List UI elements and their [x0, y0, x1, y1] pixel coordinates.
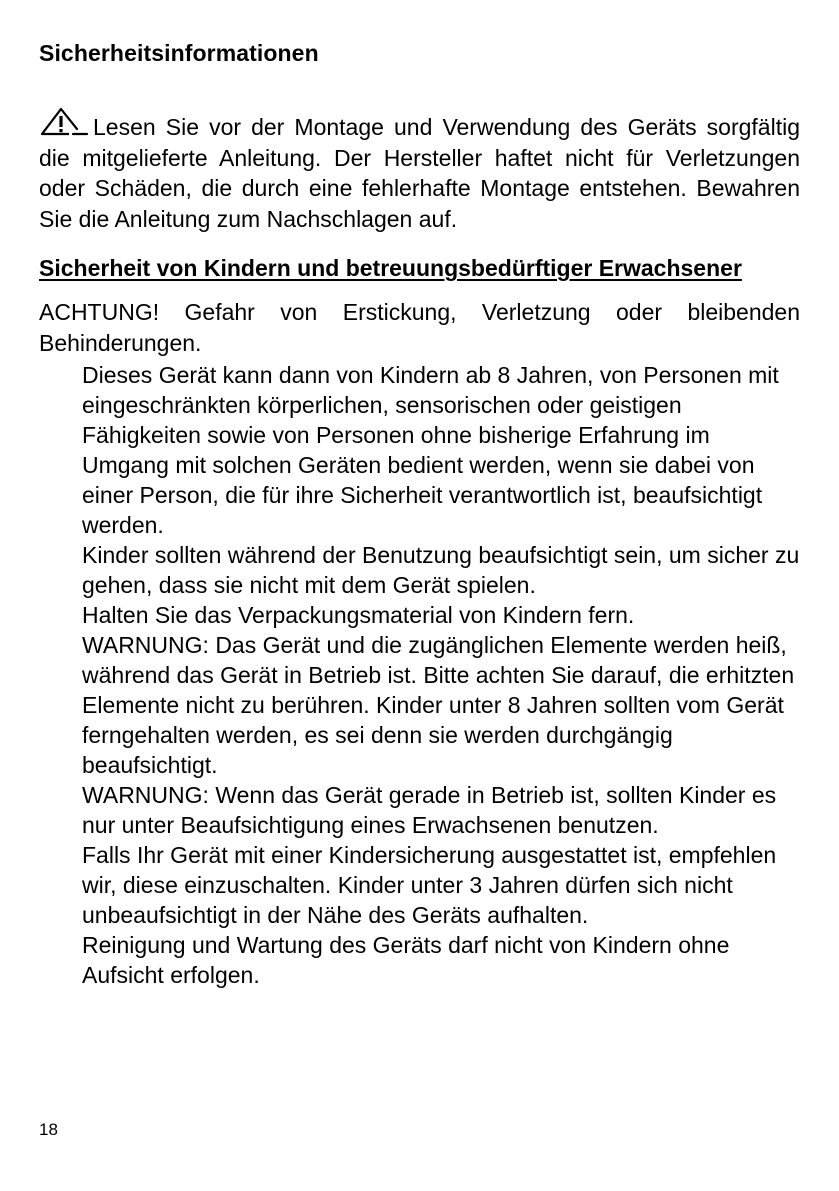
warnung-label: WARNUNG: — [82, 632, 209, 658]
list-item — [82, 840, 802, 930]
achtung-text: Gefahr von Erstickung, Verletzung oder bleibenden Behinderungen. — [39, 299, 800, 356]
list-item — [82, 930, 802, 990]
warnung-label: WARNUNG: — [82, 782, 209, 808]
item-text: Dieses Gerät kann dann von Kindern ab 8 Jahren, von Personen mit eingeschränkten körperlichen, sensorischen oder geistigen Fähigkeiten sowie von Personen ohne bisherige Erfahrung im Umgang mit solchen Geräten bedient werden, wenn sie dabei von einer Person, die für ihre Sicherheit verantwortlich ist, beaufsichtigt werden. — [82, 362, 779, 538]
intro-text: Lesen Sie vor der Montage und Verwendung des Geräts sorgfältig die mitgelieferte Anleitung. Der Hersteller haftet nicht für Verletzungen oder Schäden, die durch eine fehlerhafte Montage entstehen. Bewahren Sie die Anleitung zum Nachschlagen auf. — [39, 114, 800, 232]
item-text: Halten Sie das Verpackungsmaterial von Kindern fern. — [82, 602, 635, 628]
list-item — [82, 630, 802, 780]
list-item — [82, 780, 802, 840]
item-text: Wenn das Gerät gerade in Betrieb ist, sollten Kinder es nur unter Beaufsichtigung eines Erwachsenen benutzen. — [82, 782, 777, 838]
safety-item-list — [82, 360, 802, 990]
item-text: Kinder sollten während der Benutzung beaufsichtigt sein, um sicher zu gehen, dass sie nicht mit dem Gerät spielen. — [82, 542, 800, 598]
page-title: Sicherheitsinformationen — [39, 40, 319, 66]
achtung-label: ACHTUNG! — [39, 299, 160, 325]
list-item — [82, 540, 802, 600]
intro-paragraph — [39, 107, 800, 234]
warning-triangle-icon — [39, 107, 89, 137]
page-number: 18 — [39, 1120, 58, 1139]
list-item — [82, 600, 802, 630]
list-item — [82, 360, 802, 540]
achtung-paragraph — [39, 297, 800, 358]
item-text: Reinigung und Wartung des Geräts darf nicht von Kindern ohne Aufsicht erfolgen. — [82, 932, 730, 988]
item-text: Das Gerät und die zugänglichen Elemente werden heiß, während das Gerät in Betrieb ist. Bitte achten Sie darauf, die erhitzten Elemente nicht zu berühren. Kinder unter 8 Jahren sollten vom Gerät ferngehalten werden, es sei denn sie werden durchgängig beaufsichtigt. — [82, 632, 795, 778]
section-heading: Sicherheit von Kindern und betreuungsbedürftiger Erwachsener — [39, 255, 742, 281]
item-text: Falls Ihr Gerät mit einer Kindersicherung ausgestattet ist, empfehlen wir, diese einzuschalten. Kinder unter 3 Jahren dürfen sich nicht unbeaufsichtigt in der Nähe des Geräts aufhalten. — [82, 842, 777, 928]
